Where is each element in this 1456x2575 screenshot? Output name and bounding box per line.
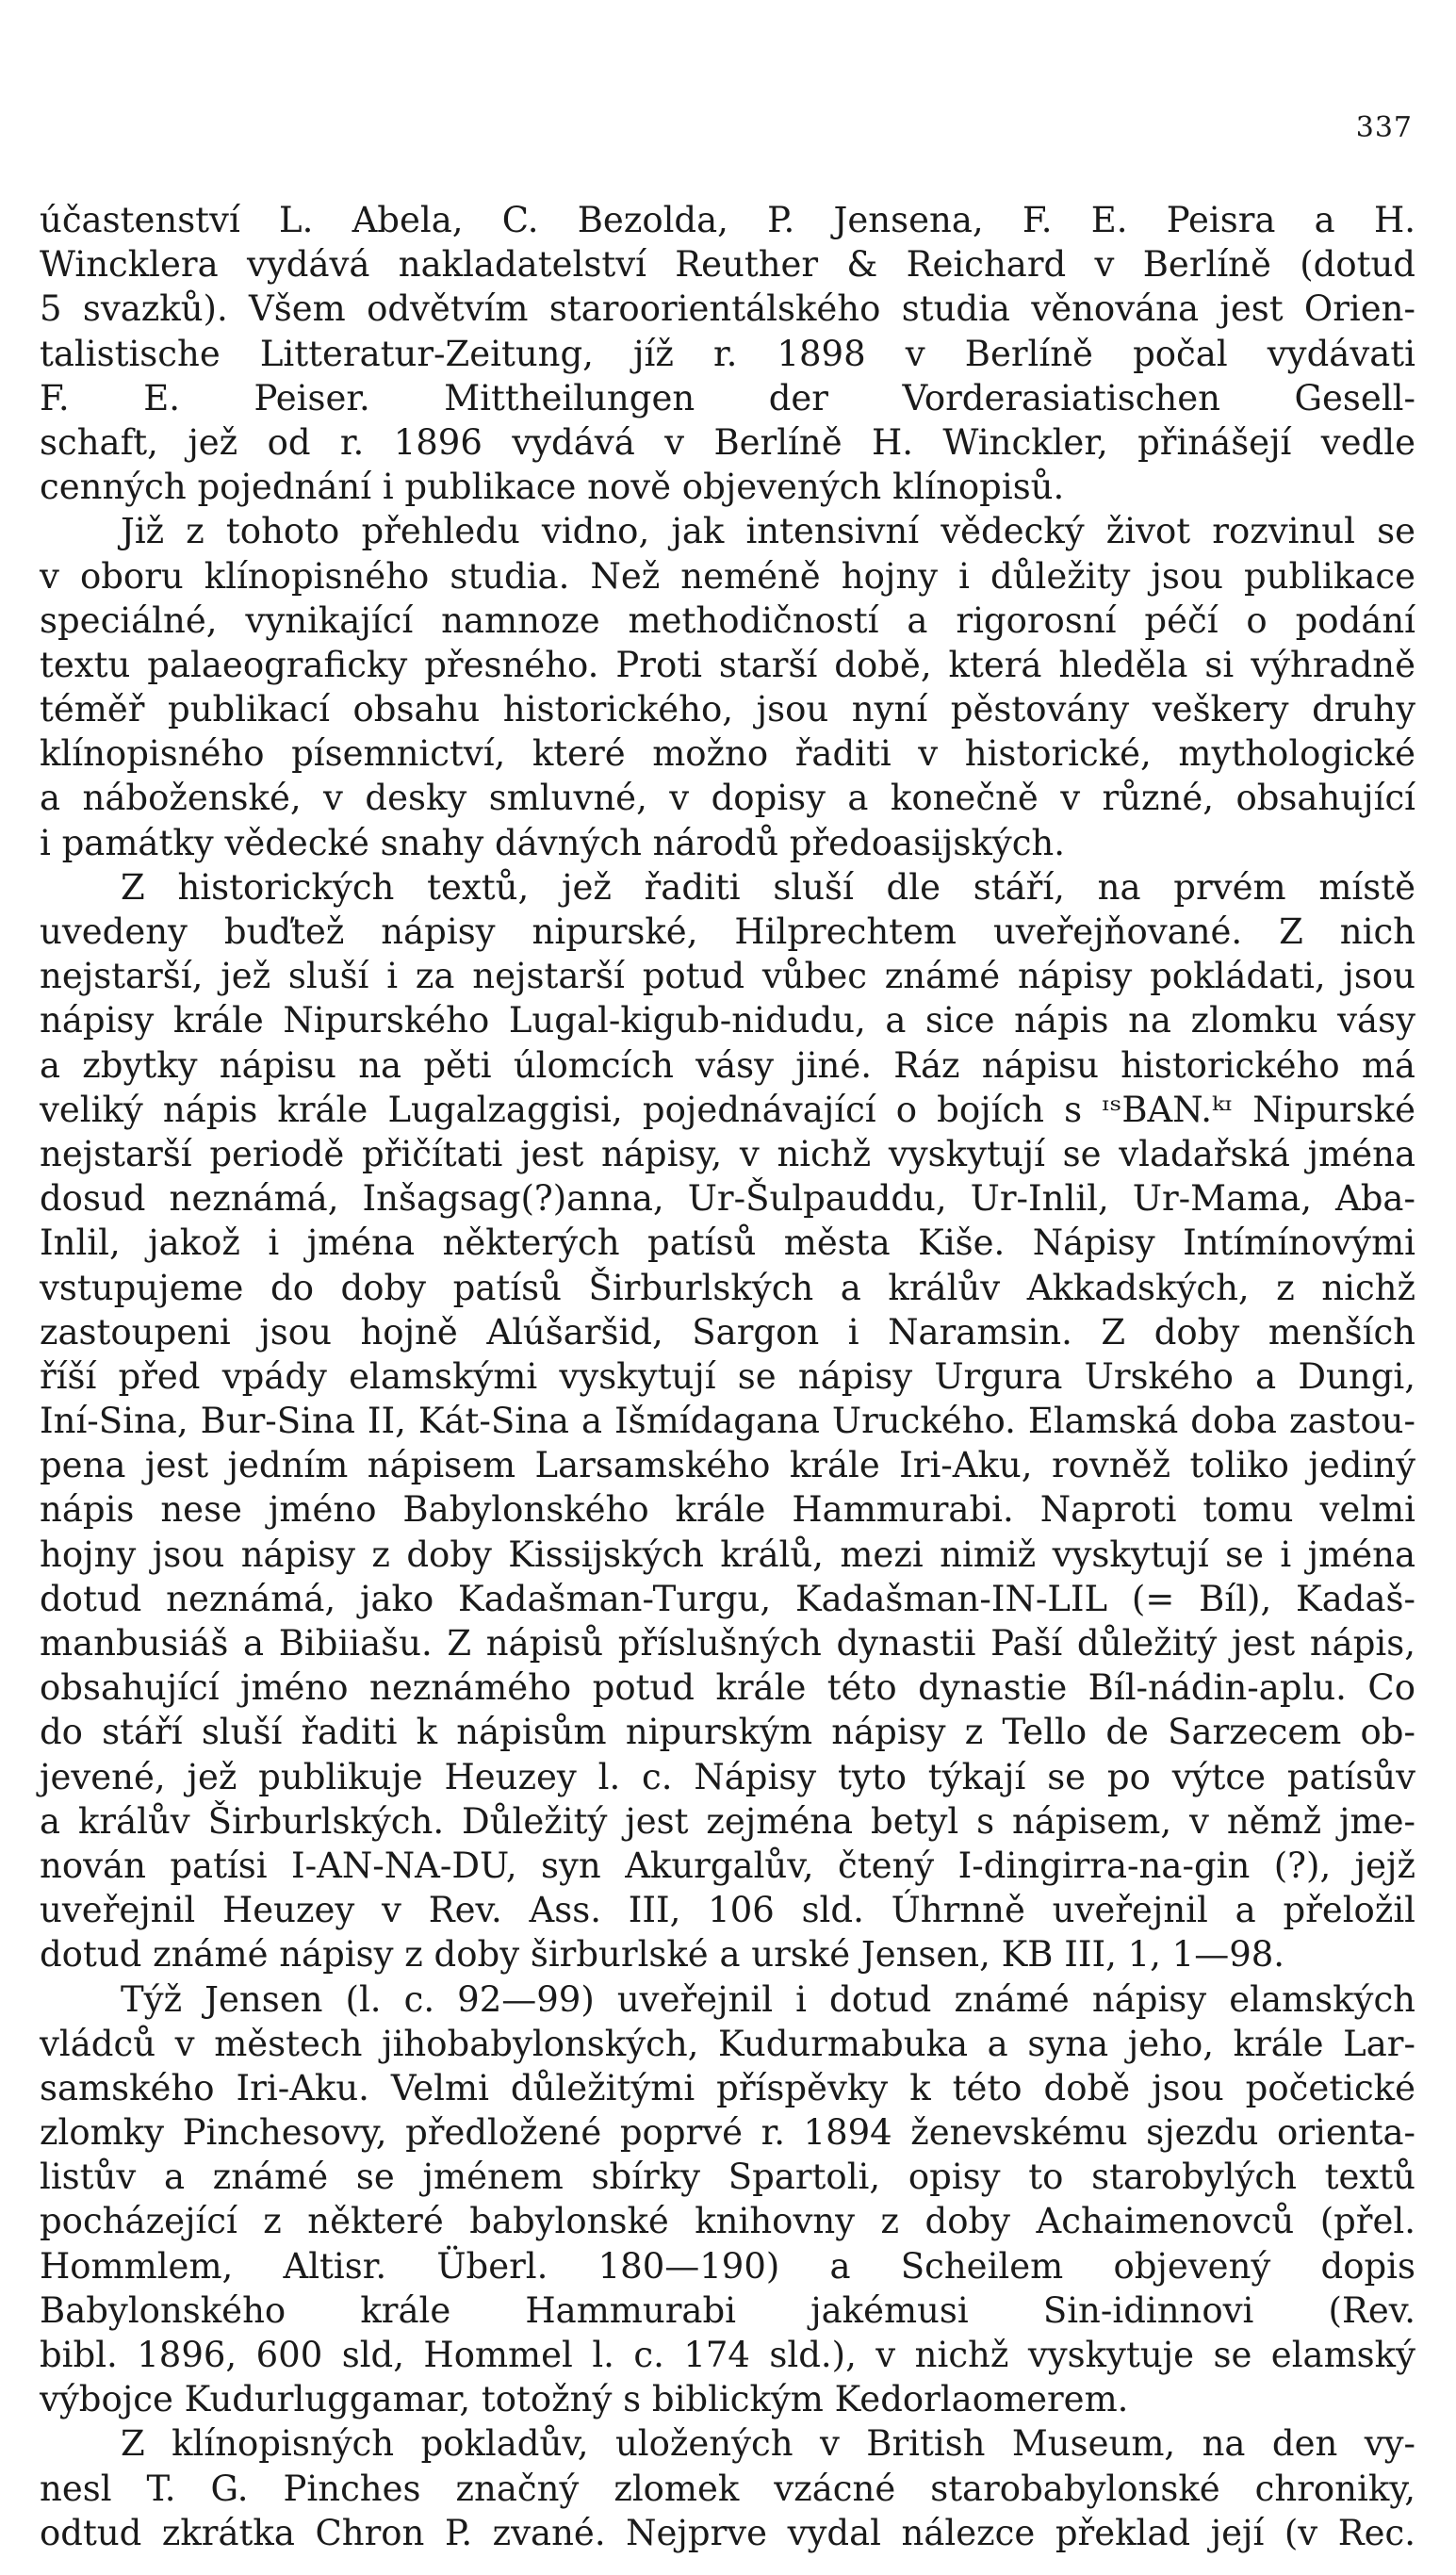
paragraph-first-line: Z historických textů, jež řaditi sluší dle stáří, na prvém místě bbox=[121, 866, 1415, 908]
text-line: Inlil, jakož i jména některých patísů města Kiše. Nápisy Intímínovými bbox=[40, 1222, 1415, 1264]
text-line: zastoupeni jsou hojně Alúšaršid, Sargon i Naramsin. Z doby menších bbox=[40, 1311, 1415, 1353]
paragraph-first-line: Již z tohoto přehledu vidno, jak intensivní vědecký život rozvinul se bbox=[121, 511, 1415, 552]
text-line: nápis nese jméno Babylonského krále Hammurabi. Naproti tomu velmi bbox=[40, 1489, 1415, 1531]
text-line: nesl T. G. Pinches značný zlomek vzácné starobabylonské chroniky, bbox=[40, 2468, 1415, 2509]
text-line: výbojce Kudurluggamar, totožný s biblickým Kedorlaomerem. bbox=[40, 2379, 1129, 2420]
text-line: odtud zkrátka Chron P. zvané. Nejprve vydal nálezce překlad její (v Rec. bbox=[40, 2512, 1415, 2553]
text-line: dotud neznámá, jako Kadašman-Turgu, Kadašman-IN-LIL (= Bíl), Kadaš- bbox=[40, 1578, 1415, 1619]
body-text bbox=[40, 198, 1415, 2555]
text-line: 5 svazků). Všem odvětvím staroorientálského studia věnována jest Orien- bbox=[40, 288, 1415, 330]
text-line: jevené, jež publikuje Heuzey l. c. Nápisy tyto týkají se po výtce patísův bbox=[40, 1756, 1415, 1797]
text-line: Hommlem, Altisr. Überl. 180—190) a Scheilem objevený dopis bbox=[40, 2245, 1415, 2287]
text-line: nejstarší, jež sluší i za nejstarší potud vůbec známé nápisy pokládati, jsou bbox=[40, 956, 1415, 997]
paragraph-first-line: Týž Jensen (l. c. 92—99) uveřejnil i dotud známé nápisy elamských bbox=[121, 1978, 1415, 2020]
text-line: dotud známé nápisy z doby širburlské a urské Jensen, KB III, 1, 1—98. bbox=[40, 1934, 1285, 1976]
text-line: a králův Širburlských. Důležitý jest zejména betyl s nápisem, v němž jme- bbox=[40, 1800, 1415, 1842]
text-line: obsahující jméno neznámého potud krále této dynastie Bíl-nádin-aplu. Co bbox=[40, 1667, 1415, 1709]
text-line: pena jest jedním nápisem Larsamského krále Iri-Aku, rovněž toliko jediný bbox=[40, 1445, 1415, 1486]
text-line: i památky vědecké snahy dávných národů předoasijských. bbox=[40, 822, 1066, 863]
text-line: a náboženské, v desky smluvné, v dopisy a konečně v různé, obsahující bbox=[40, 778, 1415, 819]
text-line: hojny jsou nápisy z doby Kissijských králů, mezi nimiž vyskytují se i jména bbox=[40, 1534, 1415, 1575]
text-line: uveřejnil Heuzey v Rev. Ass. III, 106 sld. Úhrnně uveřejnil a přeložil bbox=[40, 1890, 1415, 1931]
paragraph-first-line: Z klínopisných pokladův, uložených v British Museum, na den vy- bbox=[121, 2423, 1415, 2465]
text-line: cenných pojednání i publikace nově objevených klínopisů. bbox=[40, 467, 1065, 508]
text-line: uvedeny buďtež nápisy nipurské, Hilprechtem uveřejňované. Z nich bbox=[40, 911, 1415, 952]
text-line: téměř publikací obsahu historického, jsou nyní pěstovány veškery druhy bbox=[40, 689, 1415, 730]
text-line: Iní-Sina, Bur-Sina II, Kát-Sina a Išmídagana Uruckého. Elamská doba zastou- bbox=[40, 1401, 1415, 1442]
text-line: manbusiáš a Bibiiašu. Z nápisů příslušných dynastii Paší důležitý jest nápis, bbox=[40, 1623, 1415, 1664]
text-line: textu palaeograficky přesného. Proti starší době, která hleděla si výhradně bbox=[40, 644, 1415, 685]
text-line: speciálné, vynikající namnoze methodičností a rigorosní péčí o podání bbox=[40, 599, 1415, 641]
text-line: do stáří sluší řaditi k nápisům nipurským nápisy z Tello de Sarzecem ob- bbox=[40, 1712, 1415, 1753]
text-line: F. E. Peiser. Mittheilungen der Vorderasiatischen Gesell- bbox=[40, 377, 1415, 418]
text-line: dosud neznámá, Inšagsag(?)anna, Ur-Šulpauddu, Ur-Inlil, Ur-Mama, Aba- bbox=[40, 1178, 1415, 1220]
text-line: nápisy krále Nipurského Lugal-kigub-nidudu, a sice nápis na zlomku vásy bbox=[40, 1000, 1415, 1041]
page-number: 337 bbox=[1355, 111, 1413, 144]
text-line: nován patísi I-AN-NA-DU, syn Akurgalův, čtený I-dingirra-na-gin (?), jejž bbox=[40, 1845, 1415, 1886]
text-line: nejstarší periodě přičítati jest nápisy, v nichž vyskytují se vladařská jména bbox=[40, 1133, 1415, 1174]
text-line: vstupujeme do doby patísů Širburlských a králův Akkadských, z nichž bbox=[40, 1267, 1415, 1308]
text-line: vládců v městech jihobabylonských, Kudurmabuka a syna jeho, krále Lar- bbox=[40, 2023, 1415, 2064]
text-line: klínopisného písemnictví, které možno řaditi v historické, mythologické bbox=[40, 733, 1415, 775]
text-line: bibl. 1896, 600 sld, Hommel l. c. 174 sld.), v nichž vyskytuje se elamský bbox=[40, 2335, 1415, 2375]
text-line: Babylonského krále Hammurabi jakémusi Sin-idinnovi (Rev. bbox=[40, 2289, 1415, 2331]
text-line: účastenství L. Abela, C. Bezolda, P. Jensena, F. E. Peisra a H. bbox=[40, 200, 1415, 240]
text-line: zlomky Pinchesovy, předložené poprvé r. 1894 ženevskému sjezdu orienta- bbox=[40, 2112, 1415, 2154]
text-line: listův a známé se jménem sbírky Spartoli, opisy to starobylých textů bbox=[40, 2157, 1415, 2198]
text-line: pocházející z některé babylonské knihovny z doby Achaimenovců (přel. bbox=[40, 2201, 1415, 2242]
text-line: veliký nápis krále Lugalzaggisi, pojednávající o bojích s ᶦˢBAN.ᵏᶦ Nipurské bbox=[40, 1089, 1415, 1130]
text-line: talistische Litteratur-Zeitung, jíž r. 1898 v Berlíně počal vydávati bbox=[40, 333, 1415, 374]
text-line: samského Iri-Aku. Velmi důležitými příspěvky k této době jsou početické bbox=[40, 2067, 1415, 2108]
text-line: schaft, jež od r. 1896 vydává v Berlíně H. Winckler, přinášejí vedle bbox=[40, 421, 1415, 463]
text-line: říší před vpády elamskými vyskytují se nápisy Urgura Urského a Dungi, bbox=[40, 1355, 1415, 1397]
text-line: v oboru klínopisného studia. Než neméně hojny i důležity jsou publikace bbox=[40, 555, 1415, 597]
text-line: a zbytky nápisu na pěti úlomcích vásy jiné. Ráz nápisu historického má bbox=[40, 1044, 1415, 1086]
text-line: Wincklera vydává nakladatelství Reuther & Reichard v Berlíně (dotud bbox=[40, 244, 1415, 286]
